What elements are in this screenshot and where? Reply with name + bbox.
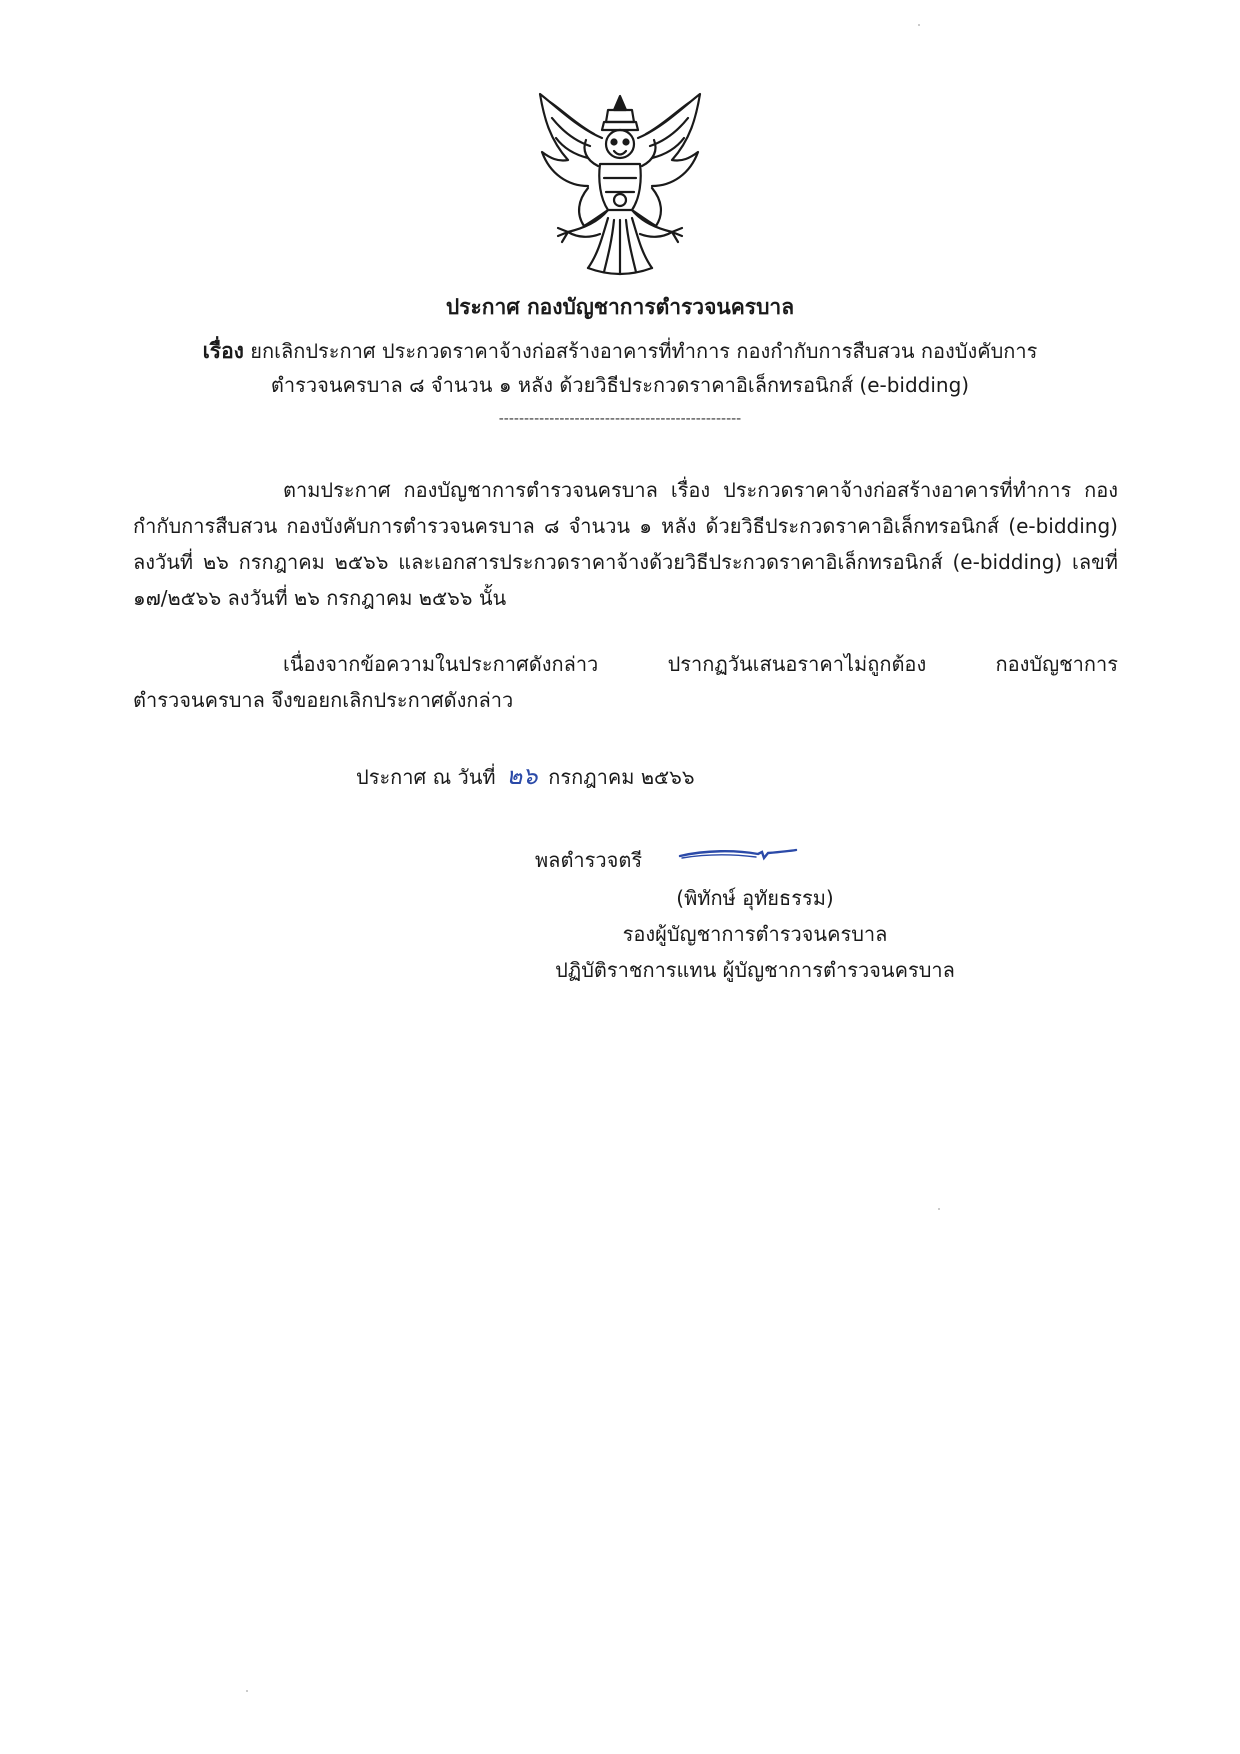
scan-speck	[938, 1208, 940, 1210]
handwritten-day: ๒๖	[506, 762, 538, 790]
scan-speck	[246, 1690, 248, 1692]
subject-line-2: ตำรวจนครบาล ๘ จำนวน ๑ หลัง ด้วยวิธีประกวดราคาอิเล็กทรอนิกส์ (e-bidding)	[270, 373, 970, 397]
paragraph-2	[133, 646, 1118, 718]
subject-text-1: ยกเลิกประกาศ ประกวดราคาจ้างก่อสร้างอาคารที่ทำการ กองกำกับการสืบสวน กองบังคับการ	[250, 339, 1038, 363]
paragraph-1-text: ตามประกาศ กองบัญชาการตำรวจนครบาล เรื่อง ประกวดราคาจ้างก่อสร้างอาคารที่ทำการ กองกำกับการสืบสวน กองบังคับการตำรวจนครบาล ๘ จำนวน ๑ หลัง ด้วยวิธีประกวดราคาอิเล็กทรอนิกส์ (e-bidding) ลงวันที่ ๒๖ กรกฎาคม ๒๕๖๖ และเอกสารประกวดราคาจ้างด้วยวิธีประกวดราคาอิเล็กทรอนิกส์ (e-bidding) เลขที่ ๑๗/๒๕๖๖ ลงวันที่ ๒๖ กรกฎาคม ๒๕๖๖ นั้น	[133, 478, 1118, 610]
page-title: ประกาศ กองบัญชาการตำรวจนครบาล	[445, 295, 795, 319]
garuda-emblem-icon	[528, 88, 712, 278]
dateline-prefix: ประกาศ ณ วันที่	[356, 765, 496, 789]
dateline-month-year: กรกฎาคม ๒๕๖๖	[548, 765, 695, 789]
subject-label: เรื่อง	[202, 339, 244, 363]
signatory-name: (พิทักษ์ อุทัยธรรม)	[676, 886, 834, 910]
announcement-dateline	[356, 758, 695, 795]
paragraph-1	[133, 472, 1118, 616]
scan-speck	[918, 24, 920, 26]
divider-rule: ------------------------------------------------	[498, 411, 742, 427]
signatory-position: รองผู้บัญชาการตำรวจนครบาล	[622, 922, 888, 946]
signature-block	[520, 880, 990, 988]
subject	[150, 334, 1090, 402]
subject-line-1	[150, 334, 1090, 368]
paragraph-2-text: เนื่องจากข้อความในประกาศดังกล่าว ปรากฏวันเสนอราคาไม่ถูกต้อง กองบัญชาการตำรวจนครบาล จึงขอยกเลิกประกาศดังกล่าว	[133, 652, 1118, 712]
signatory-acting: ปฏิบัติราชการแทน ผู้บัญชาการตำรวจนครบาล	[555, 958, 955, 982]
signature-icon	[676, 838, 798, 866]
signatory-rank: พลตำรวจตรี	[535, 848, 643, 872]
